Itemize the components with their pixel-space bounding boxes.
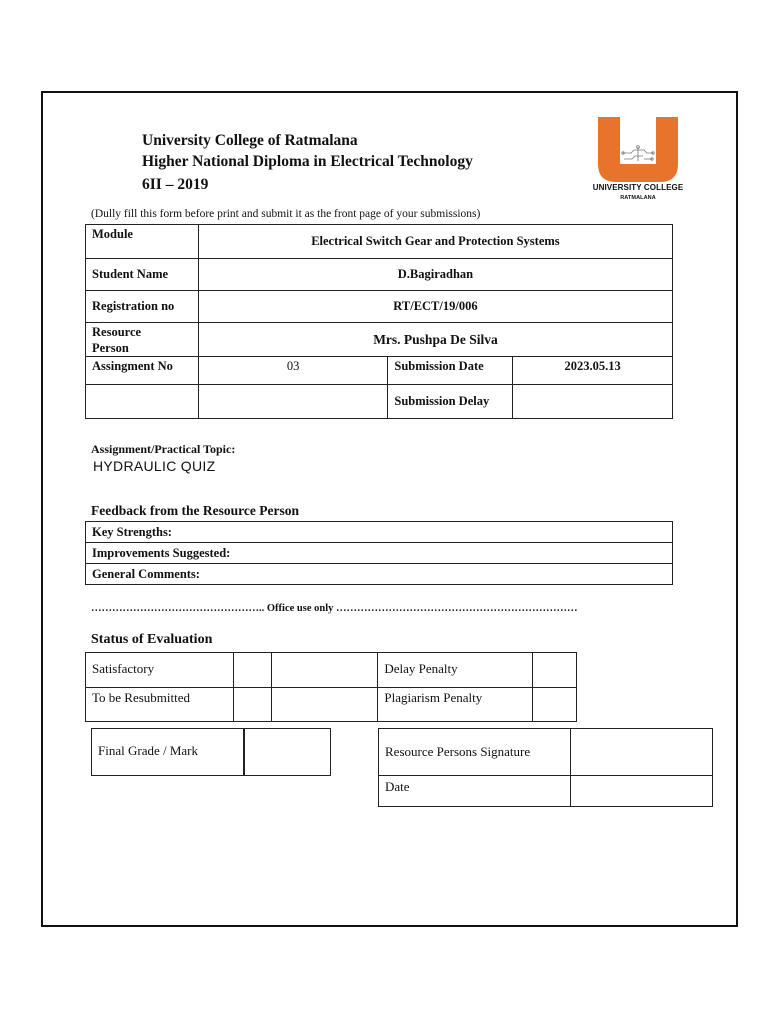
resource-person-label	[86, 323, 199, 357]
university-logo	[598, 117, 678, 182]
submission-date-label: Submission Date	[388, 357, 513, 385]
grade-table	[91, 728, 331, 776]
delay-penalty-check[interactable]	[533, 653, 577, 688]
logo-place: RATMALANA	[620, 195, 656, 201]
signature-label: Resource Persons Signature	[379, 729, 571, 776]
student-name-label: Student Name	[86, 259, 199, 291]
student-info-table	[85, 224, 673, 419]
office-use-divider: ………………………………………….. Office use only ……………………………………………………………	[91, 603, 578, 614]
signature-value[interactable]	[570, 729, 713, 776]
submission-delay-value	[513, 385, 673, 419]
empty-cell	[86, 385, 199, 419]
empty-cell	[271, 688, 378, 722]
submission-delay-label: Submission Delay	[388, 385, 513, 419]
module-value: Electrical Switch Gear and Protection Systems	[198, 225, 672, 259]
assignment-no-value: 03	[198, 357, 388, 385]
empty-cell	[198, 385, 388, 419]
student-name-value: D.Bagiradhan	[198, 259, 672, 291]
resource-label-line2: Person	[92, 340, 129, 355]
submission-date-value: 2023.05.13	[513, 357, 673, 385]
instruction-note: (Dully fill this form before print and submit it as the front page of your submissions)	[91, 208, 481, 220]
key-strengths-label: Key Strengths:	[86, 522, 673, 543]
plagiarism-label: Plagiarism Penalty	[378, 688, 533, 722]
resource-person-value: Mrs. Pushpa De Silva	[198, 323, 672, 357]
logo-wordmark	[588, 183, 688, 203]
evaluation-title: Status of Evaluation	[91, 632, 213, 647]
date-label: Date	[379, 776, 571, 807]
registration-label: Registration no	[86, 291, 199, 323]
registration-value: RT/ECT/19/006	[198, 291, 672, 323]
evaluation-table	[85, 652, 577, 722]
delay-penalty-label: Delay Penalty	[378, 653, 533, 688]
college-name: University College of Ratmalana	[142, 132, 358, 149]
date-value[interactable]	[570, 776, 713, 807]
feedback-title: Feedback from the Resource Person	[91, 503, 299, 518]
general-comments-label: General Comments:	[86, 564, 673, 585]
resubmit-label: To be Resubmitted	[86, 688, 234, 722]
resubmit-check[interactable]	[233, 688, 271, 722]
topic-value: HYDRAULIC QUIZ	[93, 458, 216, 474]
logo-name: UNIVERSITY COLLEGE	[592, 183, 684, 192]
satisfactory-label: Satisfactory	[86, 653, 234, 688]
empty-cell	[271, 653, 378, 688]
program-title: Higher National Diploma in Electrical Technology	[142, 153, 473, 170]
batch-label: 6II – 2019	[142, 176, 209, 193]
resource-label-line1: Resource	[92, 324, 142, 339]
topic-label: Assignment/Practical Topic:	[91, 442, 236, 456]
improvements-label: Improvements Suggested:	[86, 543, 673, 564]
plagiarism-check[interactable]	[533, 688, 577, 722]
satisfactory-check[interactable]	[233, 653, 271, 688]
assignment-no-label: Assingment No	[86, 357, 199, 385]
final-grade-label: Final Grade / Mark	[92, 729, 244, 776]
final-grade-value[interactable]	[244, 729, 331, 776]
module-label: Module	[86, 225, 199, 259]
signature-table	[378, 728, 713, 807]
feedback-table	[85, 521, 673, 585]
